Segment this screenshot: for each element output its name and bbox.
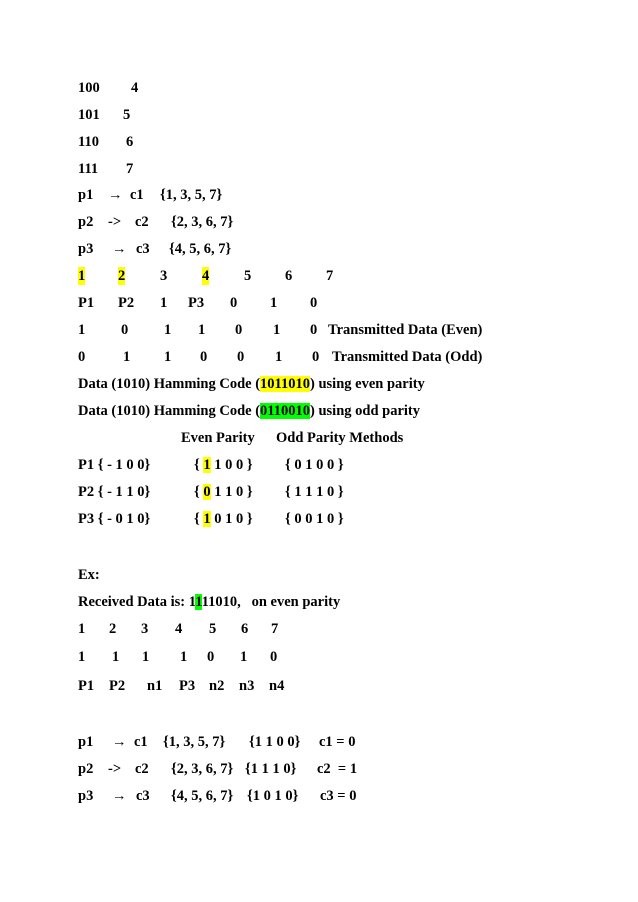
document-page: 100 4 101 5 110 6 111 7 p1 → c1 {1, 3, 5, 7} p2 -> c2 {2, 3, 6, 7} p3 → c3 {4, 5, 6, 7} 1 2 3 4 5 6 7 P1 P2 1 P3 0 1 0 1 0 1 1 0 1 0 Transmitted Data (Even) 0 1 1 0 0 1 0 Transmitted Data (Odd) Data (1010) Hamming Code (1011010) using even parity Data (1010) Hamming Code (0110010) using odd parity Even Parity Odd Parity Methods P1 { - 1 0 0} { 1 1 0 0 } { 0 1 0 0 } P2 { - 1 1 0} { 0 1 1 0 } { 1 1 1 0 } P3 { - 0 1 0} { 1 0 1 0 } { 0 0 1 0 } Ex: Received Data is: 1111010, on even parity 1 2 3 4 5 6 7 1 1 1 1 0 1 0 P1 P2 n1 P3 n2 n3 n4 p1 → c1 {1, 3, 5, 7} {1 1 0 0} c1 = 0 p2 -> c2 {2, 3, 6, 7} {1 1 1 0} c2 = 1 p3 → c3 {4, 5, 6, 7} {1 0 1 0} c3 = 0 <box>78 80 483 804</box>
arrow-icon: → <box>112 241 127 257</box>
transmitted-even-row: 1 0 1 1 0 1 0 Transmitted Data (Even) <box>78 322 483 338</box>
hamming-even-line: Data (1010) Hamming Code (1011010) using even parity <box>78 376 425 392</box>
example-labels-row: P1 P2 n1 P3 n2 n3 n4 <box>78 678 285 694</box>
received-data-line: Received Data is: 1111010, on even parity <box>78 594 341 610</box>
hamming-even-code: 1011010 <box>260 376 310 392</box>
transmitted-odd-row: 0 1 1 0 0 1 0 Transmitted Data (Odd) <box>78 349 483 365</box>
arrow-icon: → <box>112 788 127 804</box>
hamming-odd-line: Data (1010) Hamming Code (0110010) using odd parity <box>78 403 420 419</box>
layout-labels-row: P1 P2 1 P3 0 1 0 <box>78 295 318 311</box>
arrow-icon: → <box>112 734 127 750</box>
hamming-odd-code: 0110010 <box>260 403 310 419</box>
example-bits-row: 1 1 1 1 0 1 0 <box>78 649 278 665</box>
positions-row: 1 2 3 4 5 6 7 <box>78 268 334 284</box>
arrow-icon: → <box>108 187 123 203</box>
example-title: Ex: <box>78 567 100 583</box>
example-positions-row: 1 2 3 4 5 6 7 <box>78 621 279 637</box>
